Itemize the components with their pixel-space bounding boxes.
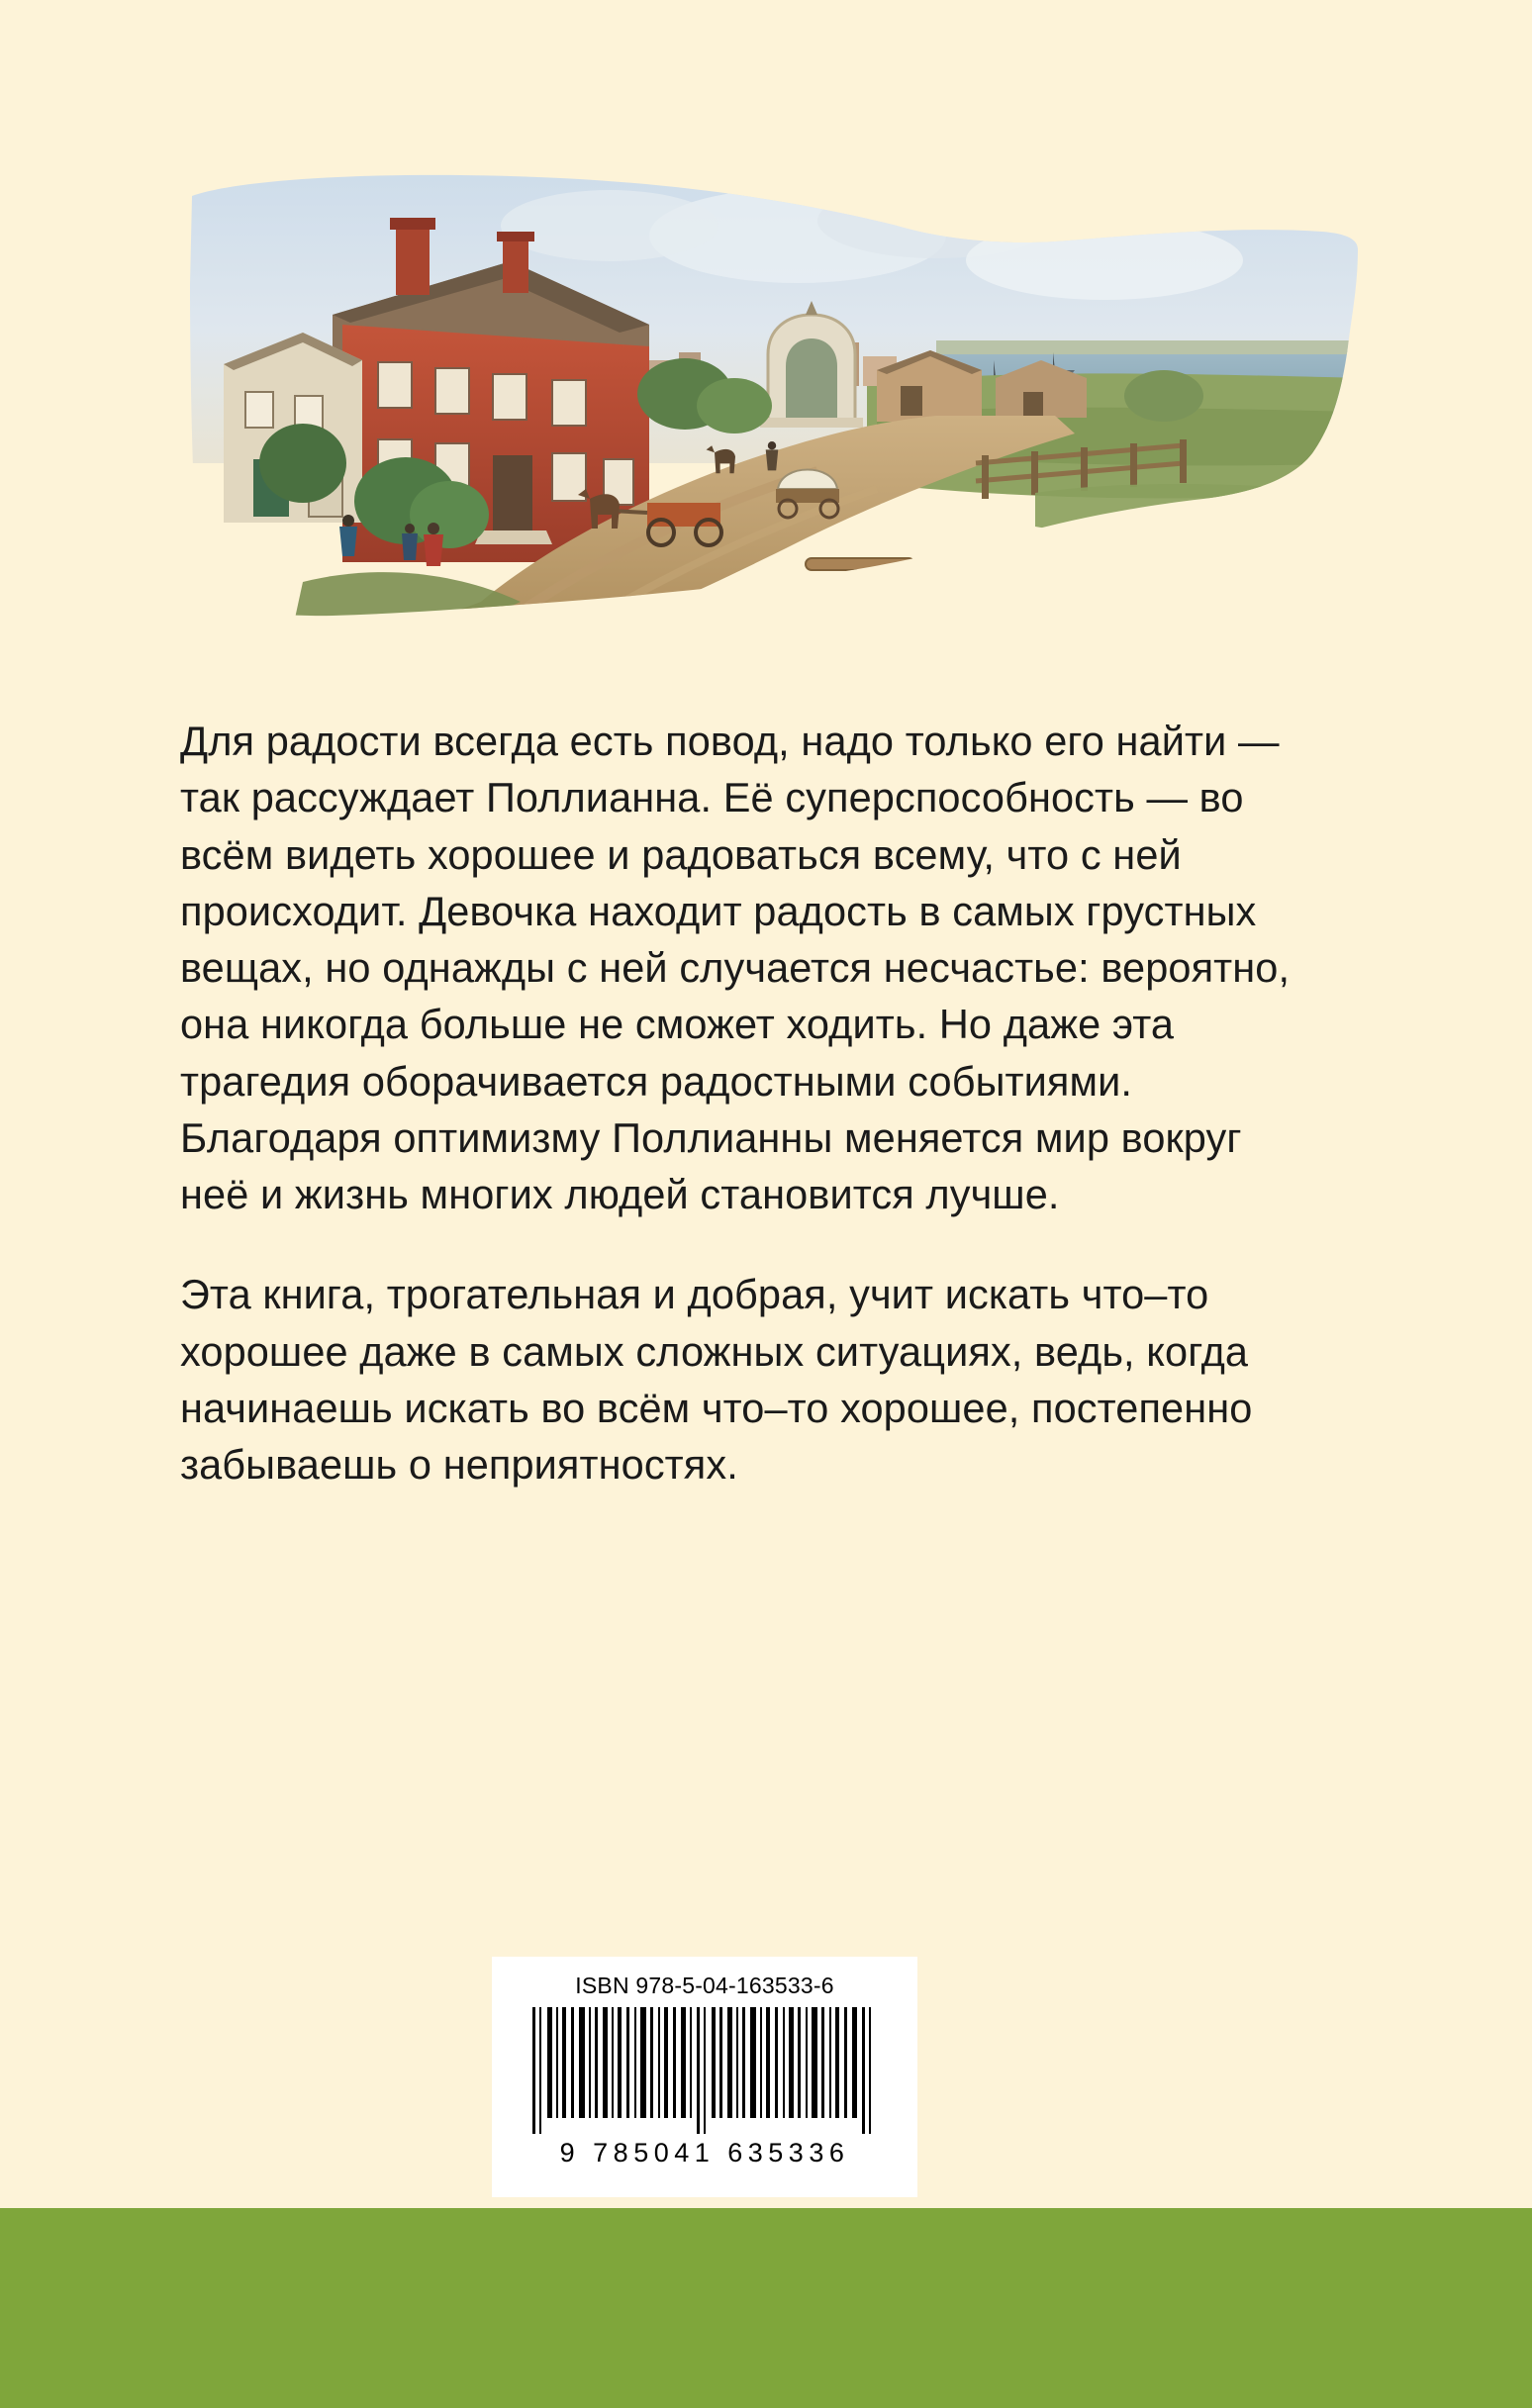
blurb-paragraph-1: Для радости всегда есть повод, надо только его найти — так рассуждает Поллианна. Её суперспособность — во всём видеть хорошее и радоваться всему, что с ней происходит. Девочка находит радость в самых грустных вещах, но однажды с ней случается несчастье: вероятно, она никогда больше не сможет ходить. Но даже эта трагедия оборачивается радостными событиями. Благодаря оптимизму Поллианны меняется мир вокруг неё и жизнь многих людей становится лучше.: [180, 718, 1291, 1218]
isbn-label: ISBN 978-5-04-163533-6: [575, 1973, 834, 1998]
blurb-text: [180, 713, 1308, 1493]
footer-band: [0, 2208, 1532, 2408]
barcode-digits: 9 785041 635336: [559, 2138, 850, 2167]
town-street-watercolor-icon: [184, 166, 1362, 661]
barcode-icon: [527, 2007, 883, 2134]
barcode-block: [492, 1957, 917, 2197]
blurb-paragraph-2: Эта книга, трогательная и добрая, учит искать что–то хорошее даже в самых сложных ситуациях, ведь, когда начинаешь искать во всём что–то хорошее, постепенно забываешь о неприятностях.: [180, 1271, 1253, 1489]
cover-illustration: [184, 166, 1362, 661]
